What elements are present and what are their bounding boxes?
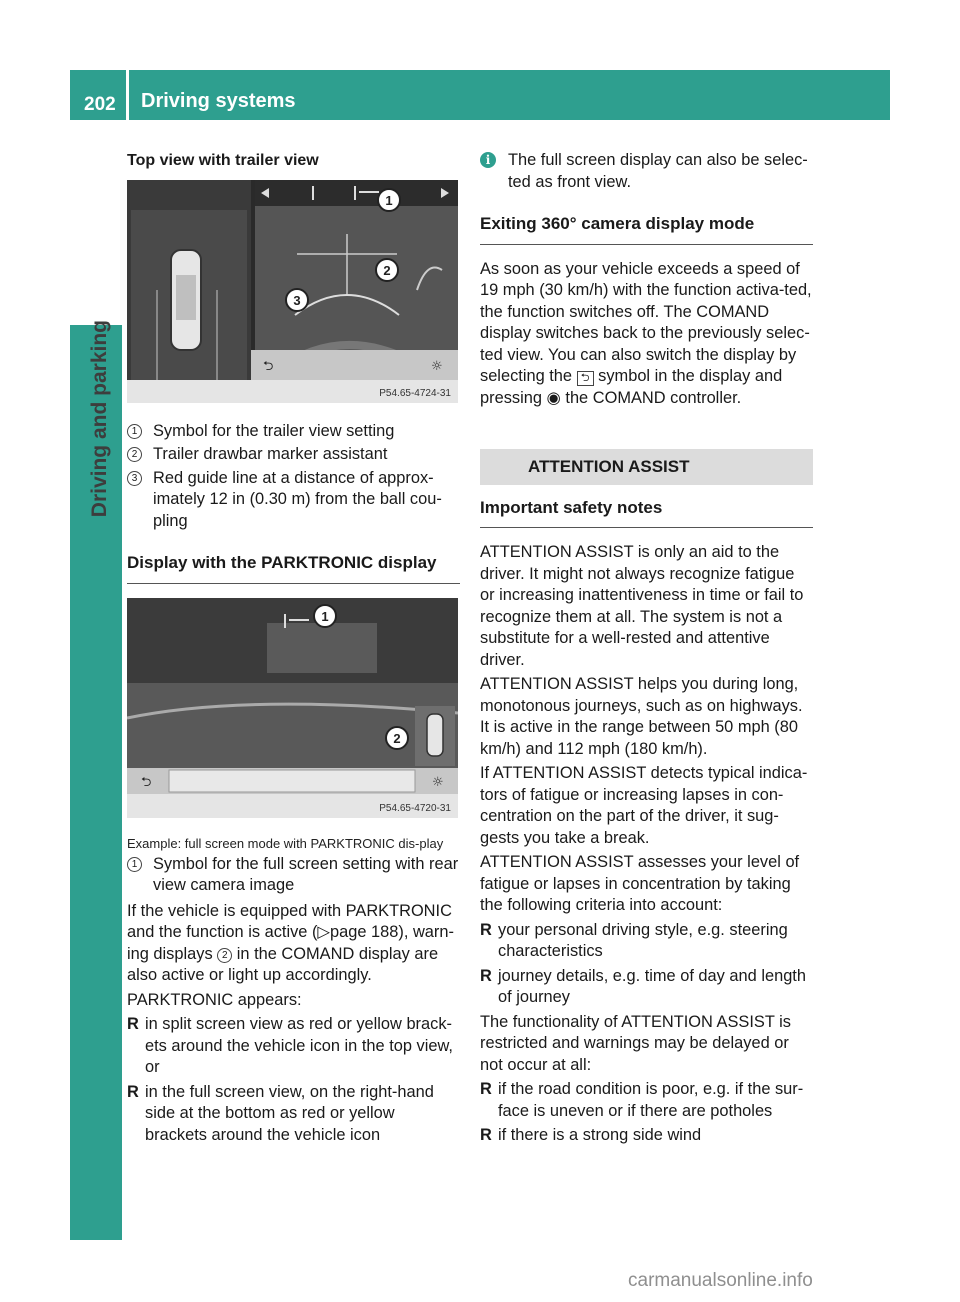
camera-top-view-illustration <box>127 180 458 403</box>
back-icon: ⮌ <box>577 371 594 386</box>
svg-text:⮌: ⮌ <box>141 774 152 790</box>
page-ref-arrow-icon: ▷ <box>317 923 331 941</box>
info-note: i The full screen display can also be selec-ted as front view. <box>480 150 813 193</box>
figure-code: P54.65-4720-31 <box>379 802 451 814</box>
legend-item: 1 Symbol for the trailer view setting <box>127 421 460 443</box>
legend-item: 3 Red guide line at a distance of approx-imately 12 in (0.30 m) from the ball cou-pling <box>127 468 460 533</box>
camera-full-screen-illustration <box>127 598 458 818</box>
left-column <box>127 150 460 1149</box>
right-column <box>480 150 813 1150</box>
list-item: R in split screen view as red or yellow brack-ets around the vehicle icon in the top view, or <box>127 1015 453 1076</box>
figure-caption: Example: full screen mode with PARKTRONIC dis-play <box>127 835 444 851</box>
paragraph: ATTENTION ASSIST is only an aid to the driver. It might not always recognize fatigue or increasing inattentiveness in time or fail to recognize them at all. The system is not a substitute for a well-rested and attentive driver. <box>480 543 804 669</box>
callout-number: 2 <box>217 948 232 963</box>
paragraph: The functionality of ATTENTION ASSIST is restricted and warnings may be delayed or not occur at all: <box>480 1012 791 1074</box>
controller-press-icon: ◉ <box>546 388 561 407</box>
chapter-title: Driving systems <box>129 70 890 120</box>
side-tab-label: Driving and parking <box>88 320 111 518</box>
svg-text:☼: ☼ <box>432 774 444 790</box>
svg-text:1: 1 <box>385 192 393 208</box>
list-item: R your personal driving style, e.g. steering characteristics <box>480 920 788 960</box>
paragraph: If ATTENTION ASSIST detects typical indica-tors of fatigue or increasing lapses in con-centration on the part of the driver, it sug-gests you take a break. <box>480 764 808 847</box>
svg-text:1: 1 <box>321 608 329 624</box>
svg-text:☼: ☼ <box>431 358 443 374</box>
page-header <box>70 70 890 120</box>
heading-top-view: Top view with trailer view <box>127 152 319 169</box>
heading-exit-camera: Exiting 360° camera display mode <box>480 213 813 245</box>
figure-top-view-trailer <box>127 180 458 403</box>
list-item: R in the full screen view, on the right-hand side at the bottom as red or yellow brackets around the vehicle icon <box>127 1082 434 1144</box>
svg-text:⮌: ⮌ <box>263 358 274 374</box>
figure-parktronic <box>127 598 458 818</box>
list-item: R if there is a strong side wind <box>480 1126 702 1144</box>
svg-text:3: 3 <box>293 292 301 308</box>
paragraph: ATTENTION ASSIST assesses your level of fatigue or lapses in concentration by taking the following criteria into account: <box>480 853 800 914</box>
section-band-attention-assist: ATTENTION ASSIST <box>480 449 813 485</box>
heading-parktronic: Display with the PARKTRONIC display <box>127 552 460 584</box>
svg-text:2: 2 <box>383 262 391 278</box>
svg-text:2: 2 <box>393 730 401 746</box>
legend-item: 2 Trailer drawbar marker assistant <box>127 444 460 466</box>
page-number: 202 <box>70 70 126 120</box>
legend-top-view <box>127 421 460 533</box>
paragraph: ATTENTION ASSIST helps you during long, monotonous journeys, such as on highways. It is active in the range between 50 mph (80 km/h) and 112 mph (180 km/h). <box>480 675 803 758</box>
legend-item: 1 Symbol for the full screen setting with rear view camera image <box>127 854 460 897</box>
paragraph-parktronic: If the vehicle is equipped with PARKTRONIC and the function is active (▷page 188), warn-ing displays 2 in the COMAND display are also active or light up accordingly. <box>127 901 454 984</box>
info-icon: i <box>480 152 496 168</box>
list-item: R journey details, e.g. time of day and length of journey <box>480 966 806 1006</box>
watermark: carmanualsonline.info <box>628 1270 813 1291</box>
list-item: R if the road condition is poor, e.g. if the sur-face is uneven or if there are potholes <box>480 1080 804 1120</box>
paragraph-exit-camera: As soon as your vehicle exceeds a speed of 19 mph (30 km/h) with the function activa-ted, the function switches off. The COMAND display switches back to the previously selec-ted view. You can also switch the display by selecting the ⮌ symbol in the display and pressing ◉ the COMAND controller. <box>480 259 812 407</box>
heading-safety-notes: Important safety notes <box>480 497 813 529</box>
paragraph-parktronic-appears: PARKTRONIC appears: <box>127 990 302 1009</box>
figure-code: P54.65-4724-31 <box>379 387 451 399</box>
